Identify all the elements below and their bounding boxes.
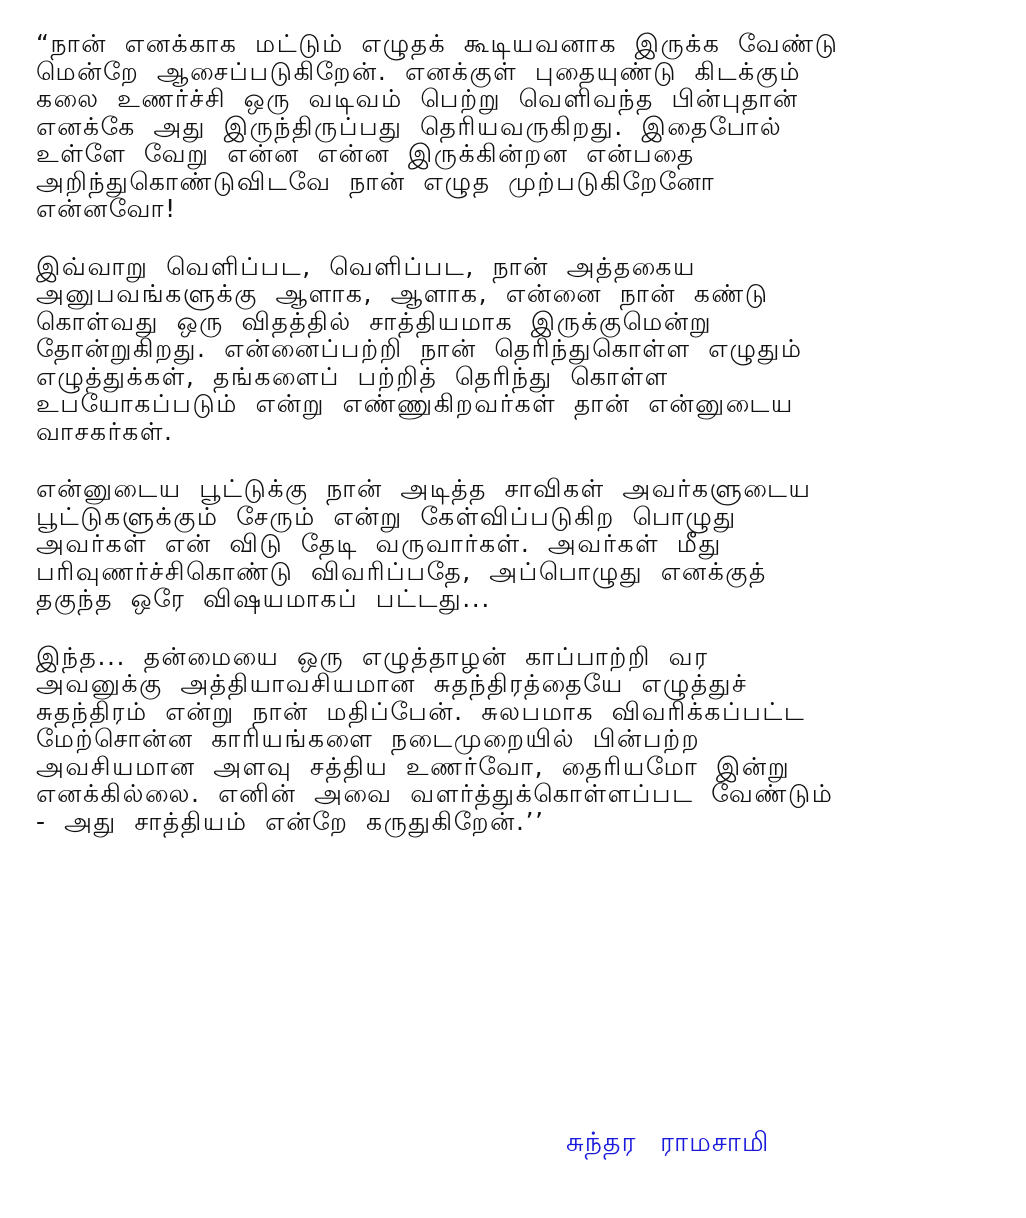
quote-body [36, 30, 996, 865]
text-line: மென்றே ஆசைப்படுகிறேன். எனக்குள் புதையுண்டு கிடக்கும் [36, 56, 802, 86]
text-line: மேற்சொன்ன காரியங்களை நடைமுறையில் பின்பற்ற [36, 724, 701, 753]
text-line: அனுபவங்களுக்கு ஆளாக, ஆளாக, என்னை நான் கண்டு [36, 279, 769, 308]
paragraph-1 [36, 30, 996, 223]
text-line: அவசியமான அளவு சத்திய உணர்வோ, தைரியமோ இன்று [36, 751, 791, 781]
text-line: இந்த... தன்மையை ஒரு எழுத்தாழன் காப்பாற்றி வர [36, 641, 709, 671]
text-line: அறிந்துகொண்டுவிடவே நான் எழுத முற்படுகிறேனோ [36, 166, 716, 196]
text-line: பூட்டுகளுக்கும் சேரும் என்று கேள்விப்படுகிற பொழுது [36, 501, 737, 531]
text-line: உபயோகப்படும் என்று எண்ணுகிறவர்கள் தான் என்னுடைய [36, 389, 794, 418]
text-line: அவர்கள் என் விடு தேடி வருவார்கள். அவர்கள் மீது [36, 529, 722, 558]
paragraph-2 [36, 253, 996, 446]
text-line: “நான் எனக்காக மட்டும் எழுதக் கூடியவனாக இருக்க வேண்டு [36, 29, 839, 58]
text-line: அவனுக்கு அத்தியாவசியமான சுதந்திரத்தையே எழுத்துச் [36, 669, 748, 698]
text-line: எழுத்துக்கள், தங்களைப் பற்றித் தெரிந்து கொள்ள [36, 361, 669, 391]
text-line: இவ்வாறு வெளிப்பட, வெளிப்பட, நான் அத்தகைய [36, 251, 697, 281]
text-line: - அது சாத்தியம் என்றே கருதுகிறேன்.’’ [36, 806, 545, 836]
text-line: எனக்கில்லை. எனின் அவை வளர்த்துக்கொள்ளப்பட வேண்டும் [36, 779, 834, 808]
text-line: வாசகர்கள். [36, 416, 174, 446]
text-line: தோன்றுகிறது. என்னைப்பற்றி நான் தெரிந்துகொள்ள எழுதும் [36, 334, 803, 363]
text-line: உள்ளே வேறு என்ன என்ன இருக்கின்றன என்பதை [36, 139, 695, 168]
text-line: தகுந்த ஒரே விஷயமாகப் பட்டது... [36, 584, 491, 613]
paragraph-4 [36, 643, 996, 836]
paragraph-3 [36, 475, 996, 613]
text-line: பரிவுணர்ச்சிகொண்டு விவரிப்பதே, அப்பொழுது எனக்குத் [36, 556, 767, 586]
text-line: கலை உணர்ச்சி ஒரு வடிவம் பெற்று வெளிவந்த பின்புதான் [36, 84, 799, 113]
author-signature: சுந்தர ராமசாமி [566, 1127, 770, 1158]
text-line: சுதந்திரம் என்று நான் மதிப்பேன். சுலபமாக விவரிக்கப்பட்ட [36, 696, 806, 726]
text-line: எனக்கே அது இருந்திருப்பது தெரியவருகிறது. இதைபோல் [36, 111, 783, 141]
text-line: கொள்வது ஒரு விதத்தில் சாத்தியமாக இருக்குமென்று [36, 306, 713, 336]
text-line: என்னவோ! [36, 194, 177, 223]
text-line: என்னுடைய பூட்டுக்கு நான் அடித்த சாவிகள் அவர்களுடைய [36, 474, 812, 503]
